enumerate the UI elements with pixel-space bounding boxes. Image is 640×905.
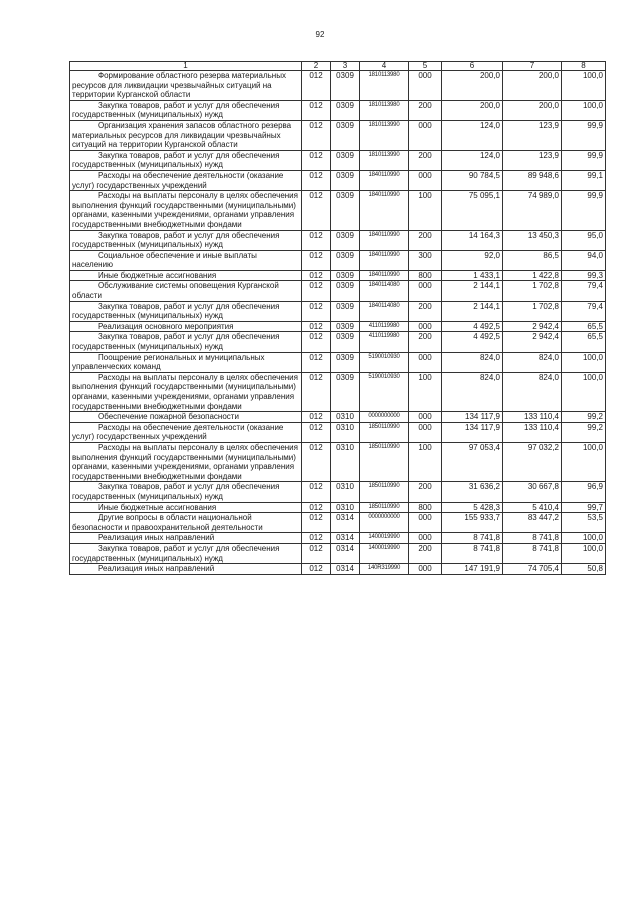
executed-amount-cell: 200,0 — [503, 100, 562, 120]
expense-type-cell: 000 — [409, 533, 442, 544]
section-code-cell: 0309 — [331, 170, 360, 190]
expense-type-cell: 800 — [409, 502, 442, 513]
table-row — [70, 352, 606, 372]
expense-name-cell: Закупка товаров, работ и услуг для обеспечения государственных (муниципальных) нужд — [70, 332, 302, 352]
ministry-code-cell: 012 — [302, 301, 331, 321]
executed-amount-cell: 89 948,6 — [503, 170, 562, 190]
executed-amount-cell: 74 705,4 — [503, 564, 562, 575]
ministry-code-cell: 012 — [302, 442, 331, 481]
expense-type-cell: 200 — [409, 150, 442, 170]
section-code-cell: 0310 — [331, 482, 360, 502]
ministry-code-cell: 012 — [302, 502, 331, 513]
section-code-cell: 0309 — [331, 372, 360, 411]
target-article-cell: 1400019990 — [360, 543, 409, 563]
table-row — [70, 270, 606, 281]
expense-type-cell: 000 — [409, 564, 442, 575]
execution-percent-cell: 100,0 — [562, 543, 606, 563]
executed-amount-cell: 2 942,4 — [503, 321, 562, 332]
executed-amount-cell: 2 942,4 — [503, 332, 562, 352]
planned-amount-cell: 2 144,1 — [442, 301, 503, 321]
table-row — [70, 533, 606, 544]
ministry-code-cell: 012 — [302, 372, 331, 411]
execution-percent-cell: 99,9 — [562, 120, 606, 150]
expense-type-cell: 100 — [409, 442, 442, 481]
execution-percent-cell: 53,5 — [562, 513, 606, 533]
planned-amount-cell: 134 117,9 — [442, 412, 503, 423]
ministry-code-cell: 012 — [302, 170, 331, 190]
section-code-cell: 0309 — [331, 150, 360, 170]
execution-percent-cell: 100,0 — [562, 100, 606, 120]
executed-amount-cell: 1 702,8 — [503, 281, 562, 301]
expense-name-cell: Другие вопросы в области национальной безопасности и правоохранительной деятельности — [70, 513, 302, 533]
ministry-code-cell: 012 — [302, 281, 331, 301]
column-header: 4 — [360, 62, 409, 71]
expense-type-cell: 800 — [409, 270, 442, 281]
executed-amount-cell: 5 410,4 — [503, 502, 562, 513]
table-row — [70, 482, 606, 502]
executed-amount-cell: 824,0 — [503, 372, 562, 411]
table-row — [70, 281, 606, 301]
expense-name-cell: Расходы на выплаты персоналу в целях обеспечения выполнения функций государственными (муниципальными) органами, казенными учреждениями, органами управления государственными внебюджетными фондами — [70, 191, 302, 230]
expense-name-cell: Реализация иных направлений — [70, 533, 302, 544]
planned-amount-cell: 124,0 — [442, 120, 503, 150]
ministry-code-cell: 012 — [302, 270, 331, 281]
section-code-cell: 0310 — [331, 502, 360, 513]
planned-amount-cell: 134 117,9 — [442, 422, 503, 442]
expense-type-cell: 000 — [409, 120, 442, 150]
expense-type-cell: 200 — [409, 301, 442, 321]
target-article-cell: 1850110990 — [360, 442, 409, 481]
ministry-code-cell: 012 — [302, 150, 331, 170]
expense-type-cell: 200 — [409, 230, 442, 250]
execution-percent-cell: 99,9 — [562, 191, 606, 230]
execution-percent-cell: 79,4 — [562, 281, 606, 301]
executed-amount-cell: 824,0 — [503, 352, 562, 372]
table-row — [70, 150, 606, 170]
execution-percent-cell: 100,0 — [562, 442, 606, 481]
planned-amount-cell: 4 492,5 — [442, 321, 503, 332]
execution-percent-cell: 94,0 — [562, 250, 606, 270]
planned-amount-cell: 97 053,4 — [442, 442, 503, 481]
expense-type-cell: 200 — [409, 100, 442, 120]
ministry-code-cell: 012 — [302, 482, 331, 502]
ministry-code-cell: 012 — [302, 412, 331, 423]
section-code-cell: 0309 — [331, 100, 360, 120]
expense-name-cell: Обеспечение пожарной безопасности — [70, 412, 302, 423]
expense-name-cell: Формирование областного резерва материальных ресурсов для ликвидации чрезвычайных ситуаций на территории Курганской области — [70, 71, 302, 101]
target-article-cell: 0000000000 — [360, 513, 409, 533]
expense-name-cell: Организация хранения запасов областного резерва материальных ресурсов для ликвидации чрезвычайных ситуаций на территории Курганской области — [70, 120, 302, 150]
section-code-cell: 0310 — [331, 422, 360, 442]
executed-amount-cell: 123,9 — [503, 150, 562, 170]
table-row — [70, 250, 606, 270]
planned-amount-cell: 155 933,7 — [442, 513, 503, 533]
execution-percent-cell: 65,5 — [562, 321, 606, 332]
execution-percent-cell: 99,2 — [562, 422, 606, 442]
target-article-cell: 1840114080 — [360, 281, 409, 301]
execution-percent-cell: 96,9 — [562, 482, 606, 502]
ministry-code-cell: 012 — [302, 250, 331, 270]
expense-name-cell: Закупка товаров, работ и услуг для обеспечения государственных (муниципальных) нужд — [70, 150, 302, 170]
planned-amount-cell: 8 741,8 — [442, 543, 503, 563]
expense-name-cell: Расходы на обеспечение деятельности (оказание услуг) государственных учреждений — [70, 170, 302, 190]
section-code-cell: 0309 — [331, 250, 360, 270]
target-article-cell: 1850110990 — [360, 502, 409, 513]
target-article-cell: 1840110990 — [360, 250, 409, 270]
expense-type-cell: 000 — [409, 321, 442, 332]
section-code-cell: 0309 — [331, 281, 360, 301]
target-article-cell: 1810113980 — [360, 71, 409, 101]
expense-type-cell: 000 — [409, 71, 442, 101]
planned-amount-cell: 1 433,1 — [442, 270, 503, 281]
ministry-code-cell: 012 — [302, 230, 331, 250]
table-row — [70, 321, 606, 332]
expense-name-cell: Иные бюджетные ассигнования — [70, 502, 302, 513]
target-article-cell: 4110119980 — [360, 321, 409, 332]
ministry-code-cell: 012 — [302, 332, 331, 352]
executed-amount-cell: 97 032,2 — [503, 442, 562, 481]
column-header: 2 — [302, 62, 331, 71]
section-code-cell: 0309 — [331, 352, 360, 372]
execution-percent-cell: 99,9 — [562, 150, 606, 170]
table-row — [70, 120, 606, 150]
executed-amount-cell: 123,9 — [503, 120, 562, 150]
table-row — [70, 301, 606, 321]
expense-name-cell: Расходы на выплаты персоналу в целях обеспечения выполнения функций государственными (муниципальными) органами, казенными учреждениями, органами управления государственными внебюджетными фондами — [70, 442, 302, 481]
table-row — [70, 372, 606, 411]
expense-name-cell: Расходы на обеспечение деятельности (оказание услуг) государственных учреждений — [70, 422, 302, 442]
expense-type-cell: 200 — [409, 332, 442, 352]
executed-amount-cell: 8 741,8 — [503, 543, 562, 563]
execution-percent-cell: 95,0 — [562, 230, 606, 250]
section-code-cell: 0309 — [331, 270, 360, 281]
section-code-cell: 0314 — [331, 564, 360, 575]
ministry-code-cell: 012 — [302, 352, 331, 372]
ministry-code-cell: 012 — [302, 422, 331, 442]
ministry-code-cell: 012 — [302, 543, 331, 563]
planned-amount-cell: 90 784,5 — [442, 170, 503, 190]
column-header: 6 — [442, 62, 503, 71]
expense-type-cell: 200 — [409, 482, 442, 502]
table-row — [70, 422, 606, 442]
executed-amount-cell: 8 741,8 — [503, 533, 562, 544]
target-article-cell: 1850110990 — [360, 422, 409, 442]
planned-amount-cell: 200,0 — [442, 71, 503, 101]
target-article-cell: 1400019990 — [360, 533, 409, 544]
execution-percent-cell: 99,2 — [562, 412, 606, 423]
executed-amount-cell: 86,5 — [503, 250, 562, 270]
execution-percent-cell: 99,3 — [562, 270, 606, 281]
expense-name-cell: Закупка товаров, работ и услуг для обеспечения государственных (муниципальных) нужд — [70, 301, 302, 321]
expense-type-cell: 000 — [409, 422, 442, 442]
expense-name-cell: Обслуживание системы оповещения Курганской области — [70, 281, 302, 301]
expense-name-cell: Поощрение региональных и муниципальных управленческих команд — [70, 352, 302, 372]
target-article-cell: 140R319990 — [360, 564, 409, 575]
executed-amount-cell: 83 447,2 — [503, 513, 562, 533]
section-code-cell: 0309 — [331, 230, 360, 250]
section-code-cell: 0309 — [331, 301, 360, 321]
expense-type-cell: 100 — [409, 191, 442, 230]
ministry-code-cell: 012 — [302, 564, 331, 575]
expense-name-cell: Закупка товаров, работ и услуг для обеспечения государственных (муниципальных) нужд — [70, 543, 302, 563]
target-article-cell: 1850110990 — [360, 482, 409, 502]
target-article-cell: 1840110990 — [360, 230, 409, 250]
executed-amount-cell: 133 110,4 — [503, 422, 562, 442]
target-article-cell: 1840110990 — [360, 270, 409, 281]
planned-amount-cell: 147 191,9 — [442, 564, 503, 575]
expense-type-cell: 000 — [409, 513, 442, 533]
section-code-cell: 0309 — [331, 321, 360, 332]
section-code-cell: 0314 — [331, 543, 360, 563]
table-row — [70, 543, 606, 563]
section-code-cell: 0314 — [331, 533, 360, 544]
column-header: 3 — [331, 62, 360, 71]
executed-amount-cell: 1 422,8 — [503, 270, 562, 281]
expense-type-cell: 300 — [409, 250, 442, 270]
ministry-code-cell: 012 — [302, 100, 331, 120]
column-header: 5 — [409, 62, 442, 71]
execution-percent-cell: 100,0 — [562, 533, 606, 544]
expense-name-cell: Расходы на выплаты персоналу в целях обеспечения выполнения функций государственными (муниципальными) органами, казенными учреждениями, органами управления государственными внебюджетными фондами — [70, 372, 302, 411]
expense-type-cell: 200 — [409, 543, 442, 563]
planned-amount-cell: 8 741,8 — [442, 533, 503, 544]
column-header: 1 — [70, 62, 302, 71]
expense-name-cell: Социальное обеспечение и иные выплаты населению — [70, 250, 302, 270]
execution-percent-cell: 100,0 — [562, 372, 606, 411]
expense-name-cell: Закупка товаров, работ и услуг для обеспечения государственных (муниципальных) нужд — [70, 230, 302, 250]
expense-type-cell: 000 — [409, 352, 442, 372]
executed-amount-cell: 74 989,0 — [503, 191, 562, 230]
target-article-cell: 1810113990 — [360, 120, 409, 150]
expense-name-cell: Иные бюджетные ассигнования — [70, 270, 302, 281]
planned-amount-cell: 124,0 — [442, 150, 503, 170]
section-code-cell: 0309 — [331, 120, 360, 150]
table-row — [70, 412, 606, 423]
section-code-cell: 0314 — [331, 513, 360, 533]
section-code-cell: 0309 — [331, 332, 360, 352]
planned-amount-cell: 200,0 — [442, 100, 503, 120]
execution-percent-cell: 99,7 — [562, 502, 606, 513]
ministry-code-cell: 012 — [302, 533, 331, 544]
budget-table — [69, 61, 606, 575]
table-row — [70, 230, 606, 250]
target-article-cell: 5190010930 — [360, 352, 409, 372]
execution-percent-cell: 79,4 — [562, 301, 606, 321]
table-row — [70, 513, 606, 533]
page-number: 92 — [315, 30, 325, 39]
expense-name-cell: Закупка товаров, работ и услуг для обеспечения государственных (муниципальных) нужд — [70, 100, 302, 120]
column-header: 8 — [562, 62, 606, 71]
target-article-cell: 5190010930 — [360, 372, 409, 411]
expense-name-cell: Реализация иных направлений — [70, 564, 302, 575]
execution-percent-cell: 100,0 — [562, 352, 606, 372]
expense-type-cell: 100 — [409, 372, 442, 411]
target-article-cell: 1840114080 — [360, 301, 409, 321]
header-row — [70, 62, 606, 71]
planned-amount-cell: 92,0 — [442, 250, 503, 270]
section-code-cell: 0310 — [331, 442, 360, 481]
target-article-cell: 4110119980 — [360, 332, 409, 352]
ministry-code-cell: 012 — [302, 321, 331, 332]
executed-amount-cell: 133 110,4 — [503, 412, 562, 423]
planned-amount-cell: 824,0 — [442, 372, 503, 411]
target-article-cell: 0000000000 — [360, 412, 409, 423]
table-row — [70, 191, 606, 230]
execution-percent-cell: 50,8 — [562, 564, 606, 575]
executed-amount-cell: 1 702,8 — [503, 301, 562, 321]
table-row — [70, 71, 606, 101]
execution-percent-cell: 100,0 — [562, 71, 606, 101]
planned-amount-cell: 14 164,3 — [442, 230, 503, 250]
table-row — [70, 170, 606, 190]
expense-name-cell: Реализация основного мероприятия — [70, 321, 302, 332]
target-article-cell: 1810113980 — [360, 100, 409, 120]
expense-name-cell: Закупка товаров, работ и услуг для обеспечения государственных (муниципальных) нужд — [70, 482, 302, 502]
section-code-cell: 0310 — [331, 412, 360, 423]
executed-amount-cell: 30 667,8 — [503, 482, 562, 502]
ministry-code-cell: 012 — [302, 71, 331, 101]
planned-amount-cell: 824,0 — [442, 352, 503, 372]
expense-type-cell: 000 — [409, 170, 442, 190]
column-header: 7 — [503, 62, 562, 71]
ministry-code-cell: 012 — [302, 120, 331, 150]
executed-amount-cell: 200,0 — [503, 71, 562, 101]
expense-type-cell: 000 — [409, 281, 442, 301]
ministry-code-cell: 012 — [302, 191, 331, 230]
section-code-cell: 0309 — [331, 71, 360, 101]
target-article-cell: 1840110990 — [360, 191, 409, 230]
execution-percent-cell: 65,5 — [562, 332, 606, 352]
target-article-cell: 1810113990 — [360, 150, 409, 170]
planned-amount-cell: 31 636,2 — [442, 482, 503, 502]
planned-amount-cell: 5 428,3 — [442, 502, 503, 513]
section-code-cell: 0309 — [331, 191, 360, 230]
planned-amount-cell: 75 095,1 — [442, 191, 503, 230]
table-row — [70, 564, 606, 575]
table-row — [70, 442, 606, 481]
execution-percent-cell: 99,1 — [562, 170, 606, 190]
table-row — [70, 100, 606, 120]
ministry-code-cell: 012 — [302, 513, 331, 533]
planned-amount-cell: 2 144,1 — [442, 281, 503, 301]
expense-type-cell: 000 — [409, 412, 442, 423]
table-row — [70, 332, 606, 352]
target-article-cell: 1840110990 — [360, 170, 409, 190]
table-row — [70, 502, 606, 513]
executed-amount-cell: 13 450,3 — [503, 230, 562, 250]
planned-amount-cell: 4 492,5 — [442, 332, 503, 352]
